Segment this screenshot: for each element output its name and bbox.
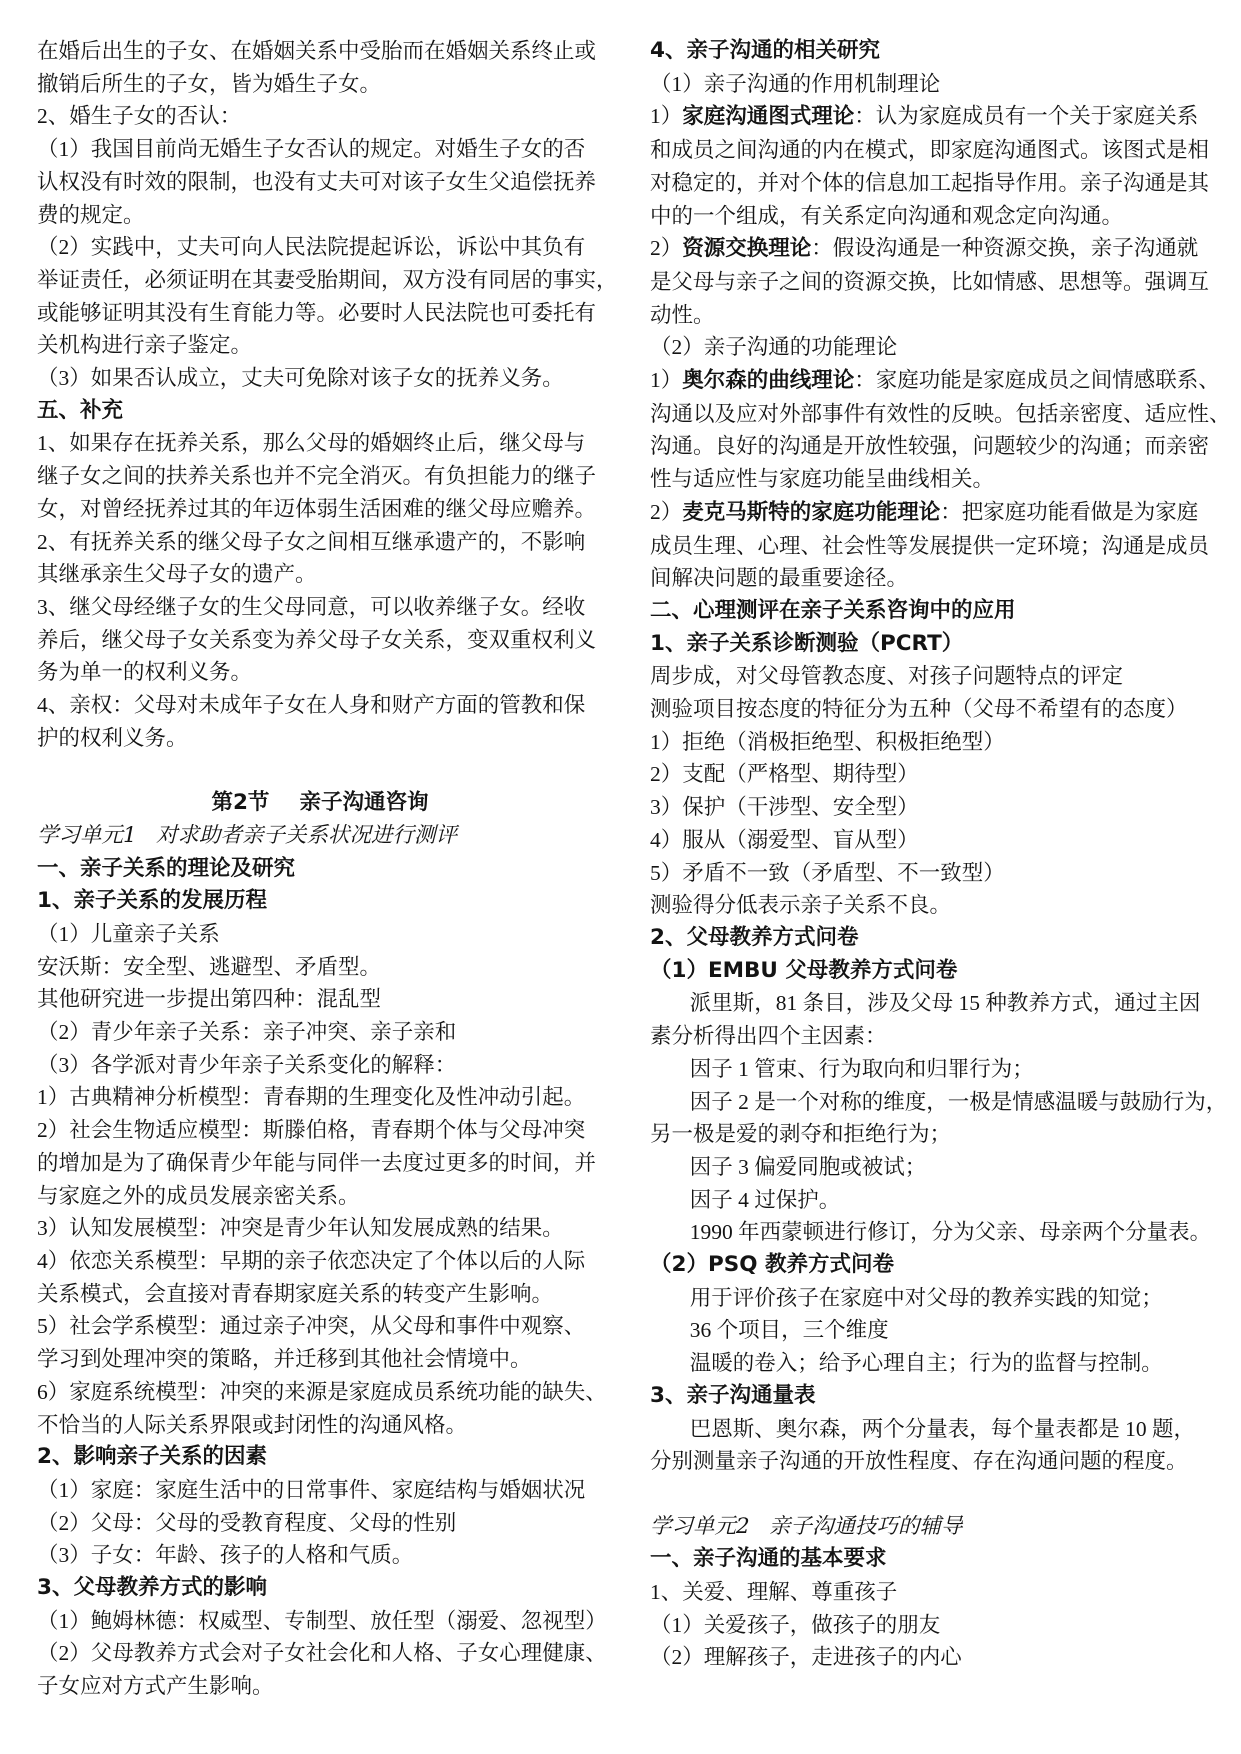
- theory-description: ：把家庭功能看做是为家庭 成员生理、心理、社会性等发展提供一定环境；沟通是成员 间解决问题的最重要途径。: [650, 499, 1210, 591]
- paragraph: 测验项目按态度的特征分为五种（父母不希望有的态度）: [650, 697, 1188, 722]
- unit-heading: [650, 1511, 1216, 1544]
- list-item: 1）古典精神分析模型：青春期的生理变化及性冲动引起。: [37, 1085, 586, 1110]
- paragraph: 巴恩斯、奥尔森，两个分量表，每个量表都是 10 题， 分别测量亲子沟通的开放性程度、存在沟通问题的程度。: [650, 1416, 1196, 1474]
- list-item: 4）依恋关系模型：早期的亲子依恋决定了个体以后的人际 关系模式，会直接对青春期家庭关系的转变产生影响。: [37, 1249, 586, 1306]
- list-item: 2、婚生子女的否认：: [37, 104, 242, 129]
- list-item: （2）青少年亲子关系：亲子冲突、亲子亲和: [37, 1020, 457, 1045]
- list-item: 2）社会生物适应模型：斯滕伯格，青春期个体与父母冲突 的增加是为了确保青少年能与同伴一去度过更多的时间，并 与家庭之外的成员发展亲密关系。: [37, 1118, 597, 1208]
- unit-title: 亲子沟通技巧的辅导: [769, 1513, 963, 1539]
- theory-description: ：认为家庭成员有一个关于家庭关系 和成员之间沟通的内在模式，即家庭沟通图式。该图式是相 对稳定的，并对个体的信息加工起指导作用。亲子沟通是其 中的一个组成，有关系定向沟通和观念定向沟通。: [650, 104, 1210, 228]
- theory-name: 奥尔森的曲线理论: [682, 368, 855, 394]
- list-item: 5）社会学系模型：通过亲子冲突，从父母和事件中观察、 学习到处理冲突的策略，并迁移到其他社会情境中。: [37, 1314, 586, 1372]
- list-item: （3）子女：年龄、孩子的人格和气质。: [37, 1543, 414, 1568]
- theory-item: [650, 364, 1231, 496]
- list-item: 3、继父母经继子女的生父母同意，可以收养继子女。经收 养后，继父母子女关系变为养父母子女关系，变双重权利义 务为单一的权利义务。: [37, 594, 597, 685]
- paragraph: 用于评价孩子在家庭中对父母的教养实践的知觉；: [689, 1285, 1163, 1310]
- list-item: （1）家庭：家庭生活中的日常事件、家庭结构与婚姻状况: [37, 1477, 586, 1502]
- heading: 3、亲子沟通量表: [650, 1382, 816, 1408]
- heading: 3、父母教养方式的影响: [37, 1575, 267, 1601]
- theory-name: 资源交换理论: [682, 236, 812, 262]
- item-number: 2）: [650, 499, 683, 524]
- list-item: （1）儿童亲子关系: [37, 921, 220, 946]
- list-item: 5）矛盾不一致（矛盾型、不一致型）: [650, 860, 1005, 885]
- heading: （1）EMBU 父母教养方式问卷: [650, 957, 958, 983]
- theory-description: ：假设沟通是一种资源交换，亲子沟通就 是父母与亲子之间的资源交换，比如情感、思想等。强调互 动性。: [650, 236, 1210, 327]
- heading: 二、心理测评在亲子关系咨询中的应用: [650, 597, 1016, 623]
- theory-name: 家庭沟通图式理论: [682, 104, 855, 130]
- list-item: （2）理解孩子，走进孩子的内心: [650, 1645, 962, 1670]
- theory-item: [650, 496, 1216, 595]
- paragraph: 测验得分低表示亲子关系不良。: [650, 893, 952, 918]
- heading: （2）PSQ 教养方式问卷: [650, 1252, 894, 1278]
- theory-name: 麦克马斯特的家庭功能理论: [682, 499, 941, 525]
- list-item: （3）各学派对青少年亲子关系变化的解释：: [37, 1052, 457, 1077]
- left-column: [37, 35, 618, 1703]
- paragraph: 因子 2 是一个对称的维度，一极是情感温暖与鼓励行为， 另一极是爱的剥夺和拒绝行为；: [650, 1089, 1228, 1147]
- chapter-heading: [37, 787, 603, 820]
- heading: 2、父母教养方式问卷: [650, 924, 859, 950]
- list-item: 1、关爱、理解、尊重孩子: [650, 1580, 898, 1605]
- unit-title: 对求助者亲子关系状况进行测评: [156, 822, 458, 848]
- list-item: 4、亲权：父母对未成年子女在人身和财产方面的管教和保 护的权利义务。: [37, 693, 586, 750]
- theory-item: [650, 100, 1216, 232]
- item-number: 1）: [650, 368, 683, 393]
- list-item: （1）我国目前尚无婚生子女否认的规定。对婚生子女的否 认权没有时效的限制，也没有丈夫可对该子女生父追偿抚养 费的规定。: [37, 137, 597, 227]
- list-item: （2）父母教养方式会对子女社会化和人格、子女心理健康、 子女应对方式产生影响。: [37, 1641, 607, 1699]
- item-number: 1）: [650, 104, 683, 129]
- list-item: （2）实践中，丈夫可向人民法院提起诉讼，诉讼中其负有 举证责任，必须证明在其妻受胎期间，双方没有同居的事实， 或能够证明其没有生育能力等。必要时人民法院也可委托有 关机构进行亲子鉴定。: [37, 235, 618, 358]
- list-item: 2、有抚养关系的继父母子女之间相互继承遗产的，不影响 其继承亲生父母子女的遗产。: [37, 529, 586, 587]
- theory-item: [650, 232, 1216, 331]
- item-number: 2）: [650, 236, 683, 261]
- heading: 一、亲子沟通的基本要求: [650, 1546, 887, 1572]
- theory-description: ：家庭功能是家庭成员之间情感联系、 沟通以及应对外部事件有效性的反映。包括亲密度、适应性、 沟通。良好的沟通是开放性较强，问题较少的沟通；而亲密 性与适应性与家庭功能呈曲线相关。: [650, 368, 1231, 492]
- paragraph: 36 个项目，三个维度: [689, 1318, 889, 1343]
- paragraph: 因子 3 偏爱同胞或被试；: [689, 1154, 927, 1179]
- list-item: （2）父母：父母的受教育程度、父母的性别: [37, 1510, 457, 1535]
- list-item: 2）支配（严格型、期待型）: [650, 762, 919, 787]
- list-item: 3）认知发展模型：冲突是青少年认知发展成熟的结果。: [37, 1216, 564, 1241]
- list-item: 4）服从（溺爱型、盲从型）: [650, 827, 919, 852]
- paragraph: 派里斯，81 条目，涉及父母 15 种教养方式，通过主因 素分析得出四个主因素：: [650, 991, 1201, 1049]
- heading: 2、影响亲子关系的因素: [37, 1444, 267, 1470]
- list-item: （2）亲子沟通的功能理论: [650, 335, 898, 360]
- heading: 五、补充: [37, 397, 124, 423]
- paragraph: 在婚后出生的子女、在婚姻关系中受胎而在婚姻关系终止或 撤销后所生的子女，皆为婚生子女。: [37, 39, 597, 96]
- right-column: [650, 35, 1231, 1674]
- heading: 1、亲子关系的发展历程: [37, 888, 267, 914]
- unit-heading: [37, 820, 603, 853]
- heading: 1、亲子关系诊断测验（PCRT）: [650, 630, 964, 656]
- paragraph: 安沃斯：安全型、逃避型、矛盾型。: [37, 954, 382, 979]
- list-item: 3）保护（干涉型、安全型）: [650, 795, 919, 820]
- list-item: （1）亲子沟通的作用机制理论: [650, 71, 941, 96]
- list-item: （1）鲍姆林德：权威型、专制型、放任型（溺爱、忽视型）: [37, 1608, 607, 1633]
- list-item: （1）关爱孩子，做孩子的朋友: [650, 1612, 941, 1637]
- unit-label: 学习单元2: [650, 1513, 750, 1539]
- list-item: 1）拒绝（消极拒绝型、积极拒绝型）: [650, 729, 1005, 754]
- chapter-title: 亲子沟通咨询: [299, 790, 429, 816]
- paragraph: 因子 1 管束、行为取向和归罪行为；: [689, 1056, 1034, 1081]
- heading: 4、亲子沟通的相关研究: [650, 38, 880, 63]
- paragraph: 1990 年西蒙顿进行修订，分为父亲、母亲两个分量表。: [689, 1220, 1212, 1245]
- list-item: 6）家庭系统模型：冲突的来源是家庭成员系统功能的缺失、 不恰当的人际关系界限或封闭性的沟通风格。: [37, 1379, 607, 1437]
- heading: 一、亲子关系的理论及研究: [37, 855, 296, 881]
- list-item: （3）如果否认成立，丈夫可免除对该子女的抚养义务。: [37, 366, 564, 391]
- paragraph: 周步成，对父母管教态度、对孩子问题特点的评定: [650, 664, 1124, 689]
- paragraph: 温暖的卷入；给予心理自主；行为的监督与控制。: [689, 1351, 1163, 1376]
- paragraph: 因子 4 过保护。: [689, 1187, 841, 1212]
- paragraph: 其他研究进一步提出第四种：混乱型: [37, 987, 382, 1012]
- chapter-number: 第2节: [211, 790, 270, 816]
- list-item: 1、如果存在抚养关系，那么父母的婚姻终止后，继父母与 继子女之间的扶养关系也并不完全消灭。有负担能力的继子 女，对曾经抚养过其的年迈体弱生活困难的继父母应赡养。: [37, 431, 597, 521]
- unit-label: 学习单元1: [37, 822, 137, 848]
